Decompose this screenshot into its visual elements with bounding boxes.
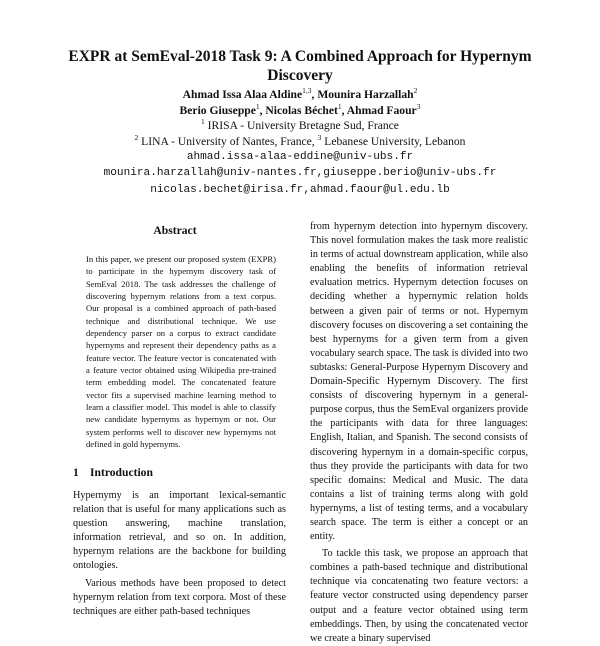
author-block [40, 87, 560, 149]
paragraph: Hypernymy is an important lexical-semantic relation that is useful for many applications such as question answering, machine translation, information retrieval, and so on. In addition, hypernym relations are the backbone for building ontologies. [73, 490, 286, 572]
right-column-body [310, 220, 528, 646]
paper-title: EXPR at SemEval-2018 Task 9: A Combined Approach for Hypernym Discovery [68, 48, 532, 84]
left-column-body [73, 489, 286, 619]
authors-line-1 [40, 87, 560, 103]
author-affil-marker: 1 [337, 101, 342, 111]
author-name: Ahmad Faour [346, 103, 417, 117]
affil-marker: 2 [134, 132, 139, 142]
section-heading [73, 466, 293, 479]
author-name: Berio Giuseppe [179, 103, 256, 117]
author-affil-marker: 1 [255, 101, 260, 111]
affiliation: LINA - University of Nantes, France, [138, 134, 318, 148]
author-name: Mounira Harzallah [317, 88, 414, 101]
email-line: mounira.harzallah@univ-nantes.fr,giuseppe.berio@univ-ubs.fr [103, 167, 497, 180]
paragraph: from hypernym detection into hypernym discovery. This novel formulation makes the task more realistic in terms of actual downstream application, while also enabling the benefits of information retrieval evaluation metrics. Hypernym detection focuses on deciding whether a hypernymic relation holds between a given pair of terms or not. Hypernym discovery focuses on discovering a set containing the best hypernyms for a given term from a given vocabulary search space. The task is divided into two subtasks: General-Purpose Hypernym Discovery and Domain-Specific Hypernym Discovery. The first consists of discovering hypernym in a general-purpose corpus, thus the SemEval organizers provide the participants with data for three languages: English, Italian, and Spanish. The second consists of discovering hypernym in a domain-specific corpus, thus they provide the participants with data for two specific domains: Medical and Music. The data contains a list of training terms along with gold hypernyms, a list of testing terms, and a vocabulary search space. The term is either a concept or an entity. [310, 221, 528, 543]
email-line: ahmad.issa-alaa-eddine@univ-ubs.fr [186, 151, 414, 163]
affiliation-line-2 [40, 134, 560, 150]
affiliation: Lebanese University, Lebanon [321, 134, 466, 148]
authors-line-2: Berio Giuseppe$^1$, Nicolas Béchet$^1$, Ahmad Faour$^3$ [179, 101, 421, 117]
author-separator: , [311, 88, 318, 101]
affil-marker: 3 [317, 132, 322, 142]
affil-marker: 1 [201, 117, 205, 127]
affiliation-line-1 [40, 118, 560, 134]
author-affil-marker: 2 [413, 86, 418, 96]
paragraph: To tackle this task, we propose an approach that combines a path-based technique and distributional technique via concatenating two feature vectors: a feature vector constructed using dependency parser output and a feature vector obtained using term embeddings. Then, by using the concatenated vector we create a binary supervised [310, 548, 528, 644]
author-name: Ahmad Issa Alaa Aldine [182, 88, 303, 101]
email-line: nicolas.bechet@irisa.fr,ahmad.faour@ul.edu.lb [150, 183, 450, 196]
section-number: 1 [73, 466, 79, 479]
email-block [20, 149, 580, 198]
abstract-heading: Abstract [153, 224, 197, 237]
affiliation: IRISA - University Bretagne Sud, France [204, 119, 399, 133]
paragraph: Various methods have been proposed to detect hypernym relation from text corpora. Most of these techniques are either path-based techniques [73, 577, 286, 617]
abstract-text: In this paper, we present our proposed system (EXPR) to participate in the hypernym discovery task of SemEval 2018. The task addresses the challenge of discovering hypernym relations from a text corpus. Our proposal is a combined approach of path-based technique and distributional technique. We use dependency parser on a corpus to extract candidate hypernyms and represent their dependency paths as a feature vector. The feature vector is concatenated with a feature vector obtained using Wikipedia pre-trained term embedding model. The concatenated feature vector fits a supervised machine learning method to learn a classifier model. This model is able to classify new candidate hypernyms as hypernym or not. Our system performs well to discover new hypernyms not defined in gold hypernyms. [86, 254, 276, 450]
author-affil-marker: 3 [416, 101, 421, 111]
section-title: Introduction [90, 466, 153, 479]
author-name: Nicolas Béchet [265, 103, 338, 117]
author-affil-marker: 1,3 [302, 86, 312, 96]
